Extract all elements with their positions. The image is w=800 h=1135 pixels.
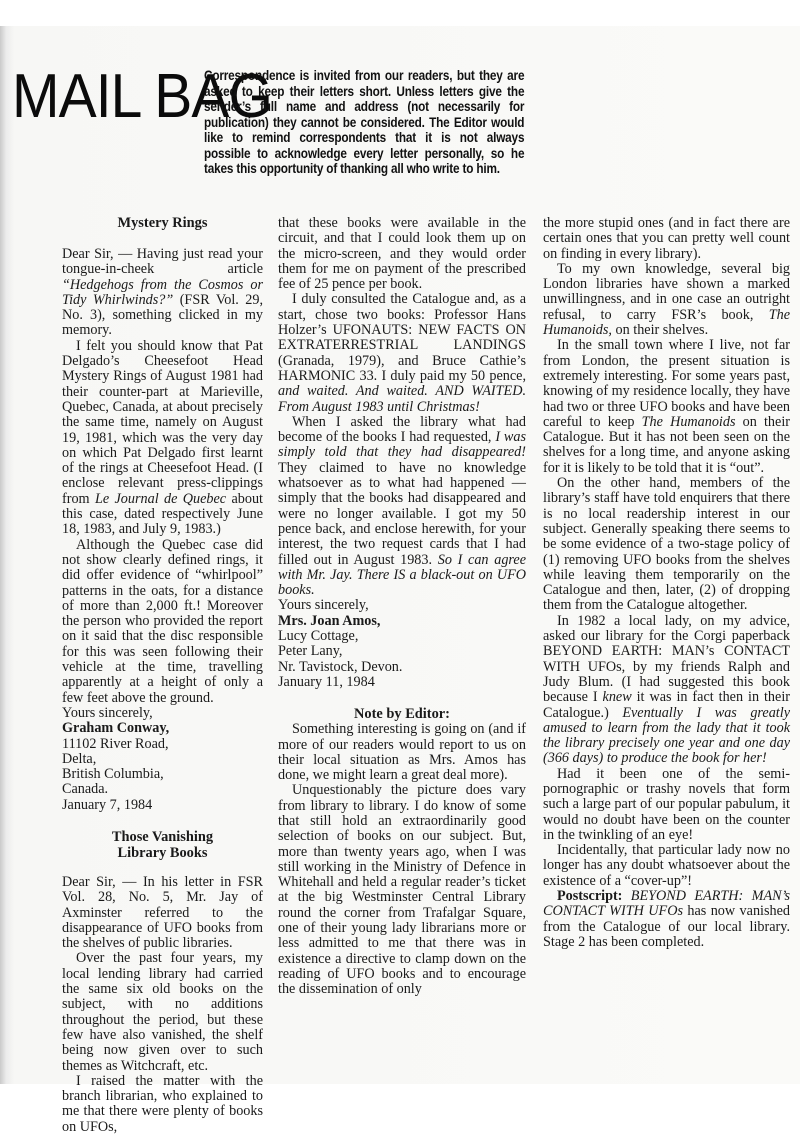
letter-paragraph: When I asked the library what had become of the books I had requested, I was simply told that they had disappeared! They claimed to have no knowledge whatsoever as to what had happened — simply that the books had disappeared and were no longer available. I got my 50 pence back, and enclose herewith, for your interest, the two request cards that I had filled out in August 1983. So I can agree with Mr. Jay. There IS a black-out on UFO books. — [278, 413, 526, 599]
address-line: Peter Lany, — [278, 643, 343, 660]
postscript: Postscript: BEYOND EARTH: MAN’s CONTACT WITH UFOs has now vanished from the Catalogue of our local library. Stage 2 has been completed. — [543, 888, 790, 950]
address-line: Delta, — [62, 750, 97, 767]
letter-date: January 7, 1984 — [62, 796, 153, 813]
address-line: 11102 River Road, — [62, 735, 169, 752]
address-line: Nr. Tavistock, Devon. — [278, 658, 403, 675]
letter-paragraph: Although the Quebec case did not show clearly defined rings, it did offer evidence of “whirlpool” patterns in the oats, for a distance of more than 2,000 ft.! Moreover the person who provided the report on it said that the disc responsible for this was seen following their vehicle at the time, travelling apparently at a height of only a few feet above the ground. — [62, 536, 263, 706]
letter-signature: Mrs. Joan Amos, — [278, 612, 381, 629]
letter-paragraph: Dear Sir, — In his letter in FSR Vol. 28, No. 5, Mr. Jay of Axminster referred to the disappearance of UFO books from the shelves of public libraries. — [62, 873, 263, 952]
letter-paragraph: I duly consulted the Catalogue and, as a start, chose two books: Professor Hans Holzer’s UFONAUTS: NEW FACTS ON EXTRATERRESTRIAL LANDINGS (Granada, 1979), and Bruce Cathie’s HARMONIC 33. I duly paid my 50 pence, and waited. And waited. AND WAITED. From August 1983 until Christmas! — [278, 291, 526, 415]
letter-paragraph-continued: that these books were available in the circuit, and that I could look them up on the micro-screen, and they would order them for me on payment of the prescribed fee of 25 pence per book. — [278, 215, 526, 293]
letter-mystery-rings — [62, 215, 263, 813]
address-line: British Columbia, — [62, 766, 164, 783]
letter-paragraph: I felt you should know that Pat Delgado’s Cheesefoot Head Mystery Rings of August 1981 had their counter-part at Marieville, Quebec, Canada, at about precisely the same time, namely on August 19, 1981, which was the very day on which Pat Delgado first learnt of the rings at Cheesefoot Head. (I enclose relevant press-clippings from Le Journal de Quebec about this case, dated respectively June 18, 1983, and July 9, 1983.) — [62, 337, 263, 538]
editor-paragraph: Something interesting is going on (and if more of our readers would report to us on their local situation as Mrs. Amos has done, we might learn a great deal more). — [278, 721, 526, 784]
letter-paragraph: Over the past four years, my local lending library had carried the same six old books on the subject, with no additions throughout the period, but these few have also vanished, the shelf being now given over to such themes as Witchcraft, etc. — [62, 950, 263, 1074]
column-1 — [62, 215, 263, 1135]
intro-notice: Correspondence is invited from our readers, but they are asked to keep their letters short. Unless letters give the sender’s full name and address (not necessarily for publication) they cannot be considered. The Editor would like to remind correspondents that it is not always possible to acknowledge every letter personally, so he takes this opportunity of thanking all who write to him. — [204, 68, 525, 176]
editor-paragraph: To my own knowledge, several big London libraries have shown a marked unwillingness, and in one case an outright refusal, to carry FSR’s book, The Humanoids, on their shelves. — [543, 260, 790, 339]
editor-paragraph: Had it been one of the semi-pornographic or trashy novels that form such a large part of our popular pabulum, it would no doubt have been on the counter in the twinkling of an eye! — [543, 765, 790, 843]
address-line: Canada. — [62, 781, 109, 798]
editor-paragraph: On the other hand, members of the library’s staff have told enquirers that there is no local readership interest in our subject. Generally speaking there seems to be some evidence of a two-stage policy of (1) removing UFO books from the shelves while leaving them temporarily on the Catalogue and then, later, (2) of dropping them from the Catalogue altogether. — [543, 475, 790, 614]
address-line: Lucy Cottage, — [278, 628, 359, 645]
letter-vanishing-books — [62, 829, 263, 1135]
letter-title: Mystery Rings — [117, 215, 208, 231]
letter-title: Those Vanishing Library Books — [111, 828, 214, 861]
column-2 — [278, 216, 526, 998]
letter-signature: Graham Conway, — [62, 720, 170, 737]
letter-closing: Yours sincerely, — [278, 597, 369, 614]
editor-paragraph: Incidentally, that particular lady now no longer has any doubt whatsoever about the existence of a “cover-up”! — [543, 842, 790, 889]
letter-paragraph: I raised the matter with the branch librarian, who explained to me that there were plenty of books on UFOs, — [62, 1072, 263, 1135]
editor-paragraph: Unquestionably the picture does vary from library to library. I do know of some that still hold an extraordinarily good selection of books on our subject. But, more than twenty years ago, when I was still working in the Ministry of Defence in Whitehall and held a regular reader’s ticket at the big Westminster Central Library round the corner from Trafalgar Square, one of their young lady librarians more or less admitted to me that there was in existence a directive to clamp down on the reading of UFO books and to encourage the dissemination of only — [278, 782, 526, 998]
editor-paragraph: In 1982 a local lady, on my advice, asked our library for the Corgi paperback BEYOND EARTH: MAN’s CONTACT WITH UFOs, by my friends Ralph and Judy Blum. (I had suggested this book because I knew it was in fact then in their Catalogue.) Eventually I was greatly amused to learn from the lady that it took the library precisely one year and one day (366 days) to produce the book for her! — [543, 612, 790, 767]
letter-date: January 11, 1984 — [278, 673, 375, 690]
letter-closing: Yours sincerely, — [62, 704, 153, 721]
masthead-title: MAIL BAG — [12, 62, 272, 131]
letter-paragraph: Dear Sir, — Having just read your tongue-in-cheek article “Hedgehogs from the Cosmos or Tidy Whirlwinds?” (FSR Vol. 29, No. 3), something clicked in my memory. — [62, 246, 263, 339]
column-3 — [543, 216, 790, 950]
editor-paragraph: In the small town where I live, not far from London, the present situation is extremely interesting. For some years past, knowing of my residence locally, they have had two or three UFO books and have been careful to keep The Humanoids on their Catalogue. But it has not been seen on the shelves for a long time, and anyone asking for it is likely to be told that it is “out”. — [543, 337, 790, 476]
editor-paragraph-continued: the more stupid ones (and in fact there are certain ones that you can pretty well count on finding in every library). — [543, 215, 790, 262]
editor-note-title: Note by Editor: — [354, 706, 450, 723]
